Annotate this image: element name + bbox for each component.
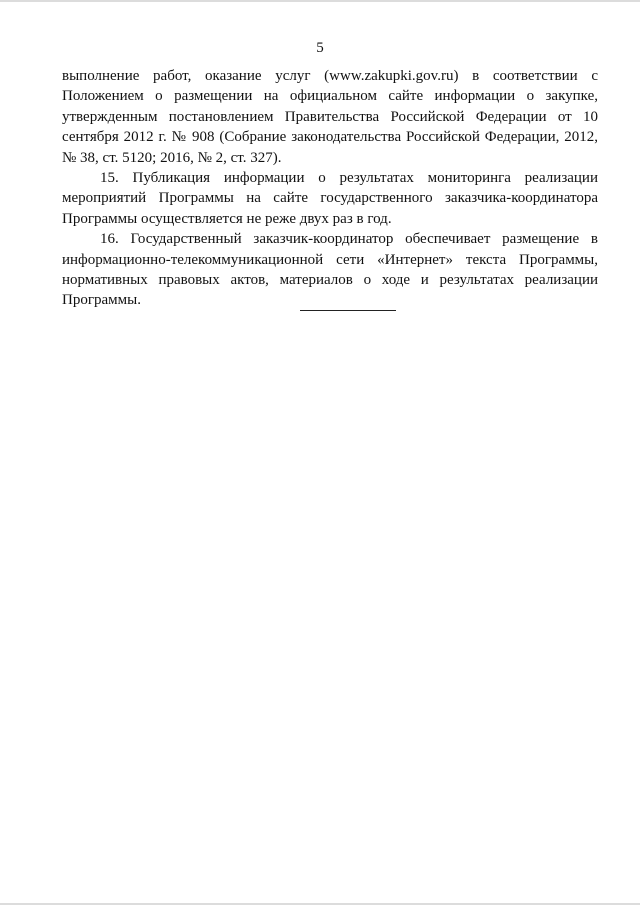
document-body [62,66,598,311]
paragraph-continuation: выполнение работ, оказание услуг (www.zakupki.gov.ru) в соответствии с Положением о размещении на официальном сайте информации о закупке, утвержденным постановлением Правительства Российской Федерации от 10 сентября 2012 г. № 908 (Собрание законодательства Российской Федерации, 2012, № 38, ст. 5120; 2016, № 2, ст. 327). [62,68,598,166]
scan-top-edge [0,0,640,2]
page-number: 5 [316,40,324,56]
paragraph-15: 15. Публикация информации о результатах мониторинга реализации мероприятий Программы на сайте государственного заказчика-координатора Программы осуществляется не реже двух раз в год. [62,170,598,227]
end-separator-line [300,310,396,311]
paragraph-16: 16. Государственный заказчик-координатор обеспечивает размещение в информационно-телекоммуникационной сети «Интернет» текста Программы, нормативных правовых актов, материалов о ходе и результатах реализации Программы. [62,231,598,309]
